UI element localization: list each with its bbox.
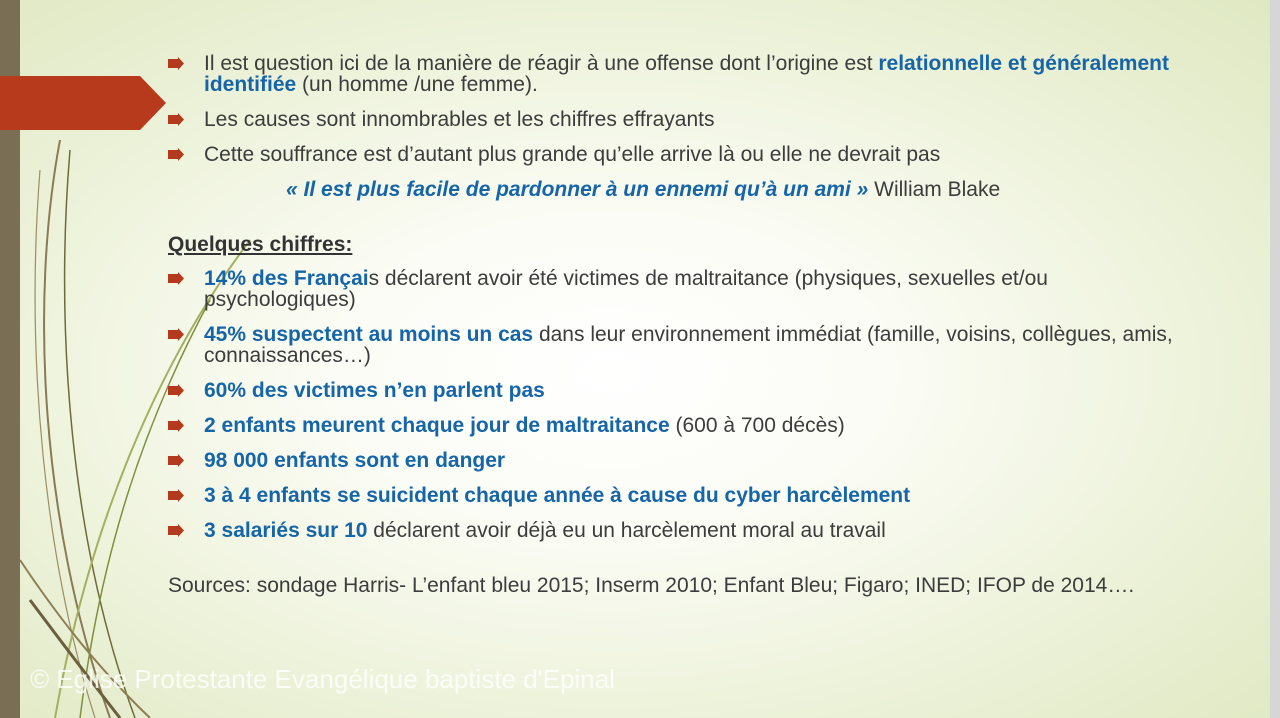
figure-item <box>168 380 1198 401</box>
figures-list <box>168 268 1198 541</box>
intro-item <box>168 109 1198 130</box>
sources: Sources: sondage Harris- L’enfant bleu 2015; Inserm 2010; Enfant Bleu; Figaro; INED; IFOP de 2014…. <box>168 574 1135 597</box>
figure-text <box>204 484 910 507</box>
figure-text <box>204 414 845 437</box>
quote-text: « Il est plus facile de pardonner à un ennemi qu’à un ami » <box>286 178 869 201</box>
copyright-watermark: © Eglise Protestante Evangélique baptiste d'Epinal <box>30 664 615 694</box>
arrow-bullet-icon <box>168 57 184 70</box>
intro-item <box>168 53 1198 95</box>
body-text: s déclarent avoir été victimes de maltraitance (physiques, sexuelles et/ou psychologiques) <box>204 267 1048 311</box>
highlight-text: 14% des Françai <box>204 267 369 290</box>
arrow-bullet-icon <box>168 489 184 502</box>
slide-content <box>168 53 1198 596</box>
figure-text <box>204 519 886 542</box>
figure-text <box>204 449 505 472</box>
body-text: (un homme /une femme). <box>296 73 538 96</box>
arrow-bullet-icon <box>168 272 184 285</box>
figure-item <box>168 268 1198 310</box>
highlight-text: 3 salariés sur 10 <box>204 519 368 542</box>
intro-text <box>204 108 715 131</box>
body-text: Il est question ici de la manière de réagir à une offense dont l’origine est <box>204 52 879 75</box>
figure-text <box>204 267 1048 311</box>
highlight-text: 2 enfants meurent chaque jour de maltraitance <box>204 414 670 437</box>
arrow-bullet-icon <box>168 328 184 341</box>
figure-item <box>168 485 1198 506</box>
arrow-bullet-icon <box>168 148 184 161</box>
body-text: Les causes sont innombrables et les chiffres effrayants <box>204 108 715 131</box>
arrow-bullet-icon <box>168 419 184 432</box>
arrow-bullet-icon <box>168 113 184 126</box>
figure-item <box>168 520 1198 541</box>
arrow-bullet-icon <box>168 454 184 467</box>
banner-arrow <box>0 76 170 130</box>
figure-text <box>204 323 1173 367</box>
highlight-text: relationnelle et généralement identifiée <box>204 52 1169 96</box>
intro-list <box>168 53 1198 165</box>
intro-item <box>168 144 1198 165</box>
arrow-bullet-icon <box>168 384 184 397</box>
intro-text <box>204 52 1169 96</box>
figure-item <box>168 415 1198 436</box>
quote-author: William Blake <box>868 178 1001 201</box>
highlight-text: 98 000 enfants sont en danger <box>204 449 506 472</box>
right-gap <box>1270 0 1280 718</box>
body-text: dans leur environnement immédiat (famille, voisins, collègues, amis, connaissances…) <box>204 323 1173 367</box>
figure-text <box>204 379 545 402</box>
body-text: déclarent avoir déjà eu un harcèlement moral au travail <box>367 519 886 542</box>
figure-item <box>168 324 1198 366</box>
highlight-text: 3 à 4 enfants se suicident chaque année à cause du cyber harcèlement <box>204 484 911 507</box>
arrow-bullet-icon <box>168 524 184 537</box>
quote <box>286 179 1198 200</box>
figure-item <box>168 450 1198 471</box>
highlight-text: 60% des victimes n’en parlent pas <box>204 379 545 402</box>
highlight-text: 45% suspectent au moins un cas <box>204 323 534 346</box>
body-text: (600 à 700 décès) <box>669 414 845 437</box>
body-text: Cette souffrance est d’autant plus grande qu’elle arrive là ou elle ne devrait pas <box>204 143 941 166</box>
figures-heading: Quelques chiffres: <box>168 233 353 256</box>
intro-text <box>204 143 940 166</box>
